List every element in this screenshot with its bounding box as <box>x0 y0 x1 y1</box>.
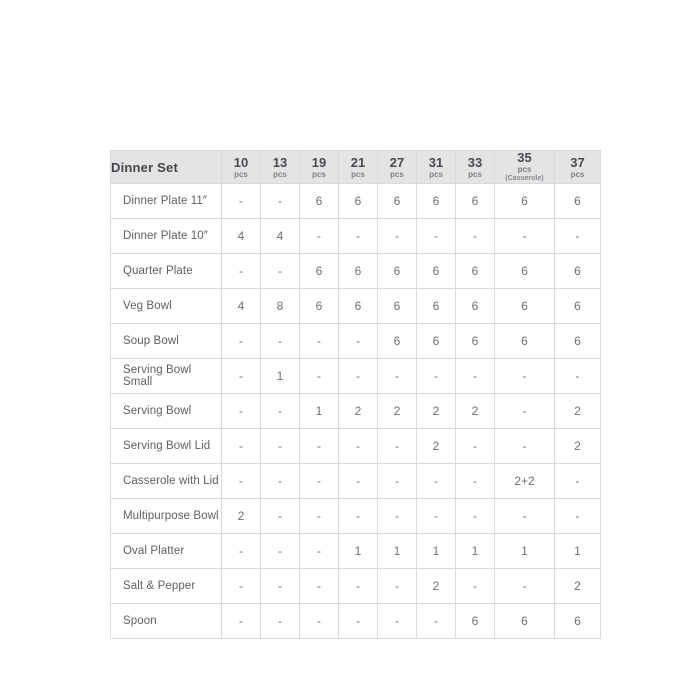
column-unit-label: pcs <box>429 169 443 179</box>
cell-value: 6 <box>417 289 456 324</box>
column-count: 31 <box>428 154 444 170</box>
row-label: Soup Bowl <box>111 324 222 359</box>
cell-value: - <box>456 499 495 534</box>
cell-value: 2 <box>555 569 601 604</box>
cell-value: 6 <box>555 604 601 639</box>
table-row <box>111 254 601 289</box>
table-header <box>111 151 601 184</box>
cell-value: 6 <box>456 254 495 289</box>
cell-value: - <box>339 429 378 464</box>
cell-value: 6 <box>456 324 495 359</box>
cell-value: - <box>456 429 495 464</box>
cell-value: - <box>222 359 261 394</box>
cell-value: - <box>222 604 261 639</box>
table-row <box>111 359 601 394</box>
column-header-13-pcs <box>261 151 300 184</box>
cell-value: 1 <box>495 534 555 569</box>
cell-value: 6 <box>456 604 495 639</box>
table-row <box>111 219 601 254</box>
table-row <box>111 324 601 359</box>
cell-value: - <box>378 464 417 499</box>
cell-value: 6 <box>300 254 339 289</box>
cell-value: - <box>222 429 261 464</box>
cell-value: - <box>456 359 495 394</box>
column-unit-label: pcs <box>273 169 287 179</box>
cell-value: - <box>495 569 555 604</box>
row-label: Serving Bowl Lid <box>111 429 222 464</box>
cell-value: - <box>378 569 417 604</box>
table-row <box>111 534 601 569</box>
cell-value: - <box>261 324 300 359</box>
cell-value: - <box>378 359 417 394</box>
cell-value: - <box>300 464 339 499</box>
row-label: Multipurpose Bowl <box>111 499 222 534</box>
cell-value: - <box>261 569 300 604</box>
cell-value: 2+2 <box>495 464 555 499</box>
cell-value: 2 <box>378 394 417 429</box>
cell-value: - <box>378 604 417 639</box>
row-label: Spoon <box>111 604 222 639</box>
cell-value: 4 <box>222 289 261 324</box>
cell-value: 1 <box>378 534 417 569</box>
cell-value: - <box>417 219 456 254</box>
cell-value: 6 <box>378 254 417 289</box>
cell-value: - <box>417 359 456 394</box>
cell-value: 2 <box>417 569 456 604</box>
cell-value: - <box>222 254 261 289</box>
cell-value: 6 <box>417 324 456 359</box>
cell-value: - <box>300 219 339 254</box>
cell-value: - <box>456 219 495 254</box>
cell-value: - <box>222 534 261 569</box>
table-row <box>111 184 601 219</box>
cell-value: - <box>222 569 261 604</box>
table-row <box>111 394 601 429</box>
cell-value: - <box>222 324 261 359</box>
dinner-set-table <box>110 150 601 639</box>
cell-value: - <box>261 534 300 569</box>
cell-value: - <box>495 219 555 254</box>
column-header-35-pcs <box>495 151 555 184</box>
row-label: Veg Bowl <box>111 289 222 324</box>
cell-value: 2 <box>417 394 456 429</box>
column-count: 35 <box>517 150 532 165</box>
row-label: Casserole with Lid <box>111 464 222 499</box>
column-header-27-pcs <box>378 151 417 184</box>
cell-value: 1 <box>261 359 300 394</box>
cell-value: - <box>555 219 601 254</box>
cell-value: - <box>417 499 456 534</box>
cell-value: - <box>456 464 495 499</box>
cell-value: - <box>222 394 261 429</box>
cell-value: - <box>261 499 300 534</box>
cell-value: 6 <box>456 184 495 219</box>
column-header-10-pcs <box>222 151 261 184</box>
cell-value: 1 <box>300 394 339 429</box>
column-count: 10 <box>233 154 249 170</box>
cell-value: - <box>300 604 339 639</box>
column-count: 13 <box>272 154 288 170</box>
cell-value: - <box>339 499 378 534</box>
cell-value: - <box>555 464 601 499</box>
cell-value: - <box>339 569 378 604</box>
column-header-21-pcs <box>339 151 378 184</box>
column-unit-label: pcs <box>517 165 532 174</box>
cell-value: - <box>495 359 555 394</box>
cell-value: - <box>261 254 300 289</box>
column-header-19-pcs <box>300 151 339 184</box>
cell-value: - <box>300 534 339 569</box>
cell-value: 6 <box>417 254 456 289</box>
table-title: Dinner Set <box>111 151 222 184</box>
column-count: 37 <box>570 154 585 170</box>
cell-value: 2 <box>417 429 456 464</box>
cell-value: - <box>300 324 339 359</box>
cell-value: 6 <box>495 604 555 639</box>
cell-value: 6 <box>495 289 555 324</box>
cell-value: 6 <box>300 289 339 324</box>
cell-value: 2 <box>339 394 378 429</box>
column-count: 19 <box>311 154 327 170</box>
table-row <box>111 604 601 639</box>
cell-value: - <box>339 464 378 499</box>
cell-value: - <box>300 359 339 394</box>
column-count: 27 <box>389 154 405 170</box>
cell-value: - <box>300 569 339 604</box>
column-count: 21 <box>350 154 366 170</box>
table-row <box>111 289 601 324</box>
cell-value: 6 <box>555 289 601 324</box>
cell-value: 6 <box>339 184 378 219</box>
cell-value: - <box>222 184 261 219</box>
column-header-37-pcs <box>555 151 601 184</box>
table-row <box>111 429 601 464</box>
cell-value: 6 <box>417 184 456 219</box>
table-row <box>111 569 601 604</box>
cell-value: 4 <box>222 219 261 254</box>
cell-value: 6 <box>555 324 601 359</box>
cell-value: 1 <box>456 534 495 569</box>
cell-value: 6 <box>555 254 601 289</box>
cell-value: 1 <box>555 534 601 569</box>
cell-value: - <box>417 464 456 499</box>
cell-value: 6 <box>339 254 378 289</box>
cell-value: 6 <box>495 324 555 359</box>
cell-value: - <box>300 429 339 464</box>
cell-value: - <box>261 464 300 499</box>
cell-value: 6 <box>300 184 339 219</box>
cell-value: 2 <box>456 394 495 429</box>
column-unit-label: pcs <box>468 169 482 179</box>
cell-value: 1 <box>339 534 378 569</box>
cell-value: - <box>339 604 378 639</box>
cell-value: - <box>339 219 378 254</box>
table-body <box>111 184 601 639</box>
cell-value: - <box>417 604 456 639</box>
header-row <box>111 151 601 184</box>
cell-value: - <box>222 464 261 499</box>
row-label: Salt & Pepper <box>111 569 222 604</box>
column-header-33-pcs <box>456 151 495 184</box>
cell-value: 8 <box>261 289 300 324</box>
cell-value: - <box>261 184 300 219</box>
cell-value: - <box>339 359 378 394</box>
cell-value: 6 <box>339 289 378 324</box>
cell-value: 6 <box>378 289 417 324</box>
row-label: Quarter Plate <box>111 254 222 289</box>
column-unit-label: pcs <box>351 169 365 179</box>
table-row <box>111 499 601 534</box>
cell-value: - <box>261 604 300 639</box>
table-row <box>111 464 601 499</box>
column-unit-label: pcs <box>390 169 404 179</box>
cell-value: 6 <box>378 324 417 359</box>
column-header-31-pcs <box>417 151 456 184</box>
cell-value: - <box>378 429 417 464</box>
cell-value: 6 <box>378 184 417 219</box>
cell-value: - <box>339 324 378 359</box>
column-unit-label: pcs <box>570 169 585 179</box>
cell-value: - <box>495 429 555 464</box>
cell-value: 6 <box>555 184 601 219</box>
cell-value: - <box>495 394 555 429</box>
row-label: Serving Bowl <box>111 394 222 429</box>
cell-value: - <box>300 499 339 534</box>
cell-value: - <box>378 219 417 254</box>
cell-value: - <box>261 429 300 464</box>
cell-value: 2 <box>555 394 601 429</box>
cell-value: 6 <box>456 289 495 324</box>
cell-value: 2 <box>222 499 261 534</box>
cell-value: 6 <box>495 184 555 219</box>
column-note: (Casserole) <box>505 175 544 182</box>
row-label: Dinner Plate 11″ <box>111 184 222 219</box>
cell-value: - <box>261 394 300 429</box>
column-unit-label: pcs <box>234 169 248 179</box>
cell-value: - <box>456 569 495 604</box>
cell-value: - <box>378 499 417 534</box>
cell-value: 6 <box>495 254 555 289</box>
row-label: Dinner Plate 10″ <box>111 219 222 254</box>
cell-value: - <box>495 499 555 534</box>
column-count: 33 <box>467 154 483 170</box>
cell-value: - <box>555 359 601 394</box>
cell-value: 1 <box>417 534 456 569</box>
cell-value: - <box>555 499 601 534</box>
row-label: Serving Bowl Small <box>111 359 222 394</box>
cell-value: 4 <box>261 219 300 254</box>
row-label: Oval Platter <box>111 534 222 569</box>
cell-value: 2 <box>555 429 601 464</box>
column-unit-label: pcs <box>312 169 326 179</box>
